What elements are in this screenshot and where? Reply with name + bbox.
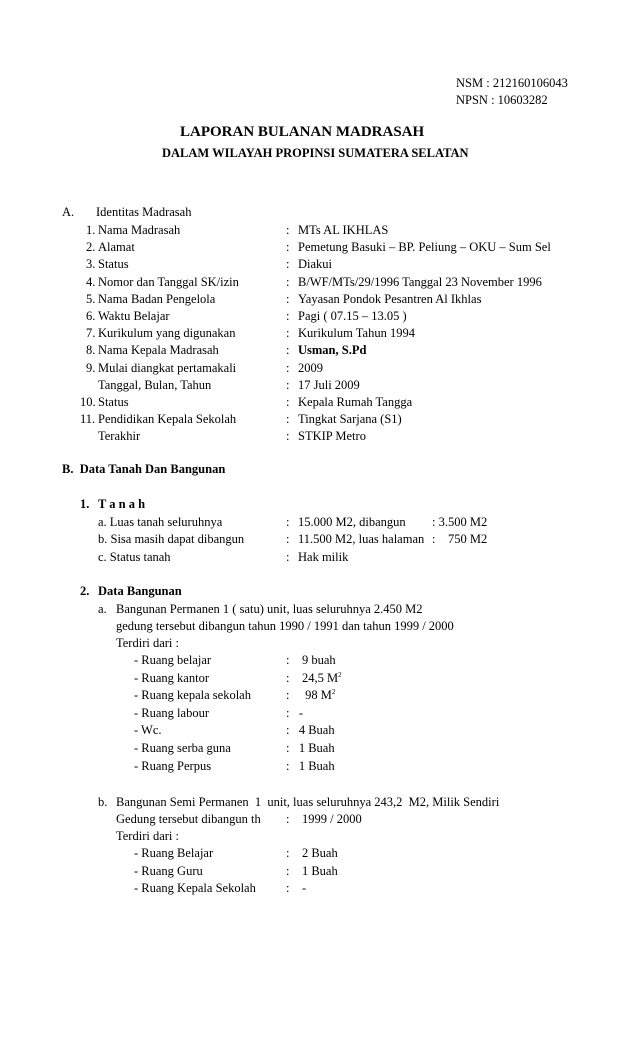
identity-item-colon: : (286, 274, 290, 289)
identity-item-label: Status (98, 395, 129, 409)
section-a-heading: Identitas Madrasah (96, 205, 192, 219)
room-label: - Ruang kantor (134, 670, 209, 685)
room-value (286, 742, 335, 755)
semi-line-2-label: Gedung tersebut dibangun th (116, 812, 261, 826)
tanah-row-colon: : (286, 549, 290, 564)
identity-item-colon: : (286, 291, 290, 306)
identity-item-label: Pendidikan Kepala Sekolah (98, 412, 237, 427)
identity-item-colon: : (286, 429, 290, 444)
identity-item-label: Nama Badan Pengelola (98, 291, 216, 306)
room-label: - Ruang belajar (134, 653, 212, 667)
identity-item-label: Status (98, 257, 129, 272)
identity-item-label: Nomor dan Tanggal SK/izin (98, 274, 239, 289)
bangunan-number: 2. (80, 584, 90, 598)
room-value (286, 672, 342, 685)
identity-item-label: Tanggal, Bulan, Tahun (98, 377, 212, 392)
superscript: 2 (331, 688, 336, 697)
nsm-number: NSM : 212160106043 (456, 76, 568, 90)
semi-line-2-value: : 1999 / 2000 (286, 812, 362, 826)
identity-item-value: MTs AL IKHLAS (298, 223, 389, 237)
tanah-row-value: Hak milik (298, 549, 349, 564)
identity-item-number: 5. (86, 291, 96, 306)
room-value (286, 847, 338, 860)
semi-marker: b. (98, 795, 108, 809)
room-value-text: : 1 Buah (286, 741, 335, 755)
room-value (286, 654, 336, 667)
room-value (286, 689, 335, 702)
permanen-line-1: Bangunan Permanen 1 ( satu) unit, luas seluruhnya 2.450 M2 (116, 602, 423, 616)
permanen-line-3: Terdiri dari : (116, 636, 179, 650)
room-label: - Ruang serba guna (134, 741, 231, 755)
identity-item-value: B/WF/MTs/29/1996 Tanggal 23 November 1996 (298, 274, 542, 289)
identity-item-label: Nama Madrasah (98, 223, 181, 237)
room-value-text: : 1 Buah (286, 758, 335, 773)
identity-item-label: Alamat (98, 240, 135, 255)
tanah-row-value: 11.500 M2, luas halaman (298, 532, 425, 547)
room-value-text: : 2 Buah (286, 846, 338, 860)
bangunan-heading: Data Bangunan (98, 584, 182, 598)
room-label: - Ruang kepala sekolah (134, 688, 251, 703)
identity-item-colon: : (286, 257, 290, 272)
identity-item-number: 7. (86, 326, 96, 341)
identity-item-number: 6. (86, 309, 96, 323)
semi-line-3: Terdiri dari : (116, 829, 179, 843)
room-value (286, 882, 306, 895)
room-label: - Ruang Belajar (134, 846, 214, 860)
room-label: - Ruang Guru (134, 863, 203, 878)
room-value-text: : - (286, 881, 307, 896)
identity-item-value: Kurikulum Tahun 1994 (298, 326, 415, 341)
identity-item-number: 9. (86, 360, 96, 375)
identity-item-number: 8. (86, 343, 96, 358)
identity-item-value: Kepala Rumah Tangga (298, 395, 413, 409)
identity-item-label: Mulai diangkat pertamakali (98, 360, 237, 375)
room-value-text: : - (286, 705, 304, 720)
identity-item-value: Pagi ( 07.15 – 13.05 ) (298, 309, 407, 323)
identity-item-label: Kurikulum yang digunakan (98, 326, 236, 341)
identity-item-colon: : (286, 309, 290, 323)
identity-item-number: 1. (86, 223, 96, 237)
identity-item-colon: : (286, 395, 290, 409)
permanen-line-2: gedung tersebut dibangun tahun 1990 / 1991 dan tahun 1999 / 2000 (116, 619, 454, 633)
identity-item-colon: : (286, 360, 290, 375)
section-a-marker: A. (62, 205, 75, 219)
identity-item-value: Diakui (298, 257, 333, 272)
page-title: LAPORAN BULANAN MADRASAH (180, 124, 425, 140)
semi-line-1: Bangunan Semi Permanen 1 unit, luas seluruhnya 243,2 M2, Milik Sendiri (116, 795, 500, 809)
section-b-heading: B. Data Tanah Dan Bangunan (62, 462, 226, 476)
identity-item-colon: : (286, 377, 290, 392)
permanen-marker: a. (98, 602, 107, 616)
identity-item-label: Terakhir (98, 429, 141, 444)
identity-item-number: 10. (80, 395, 96, 409)
identity-item-value: 2009 (298, 360, 323, 375)
identity-item-colon: : (286, 343, 290, 358)
identity-item-number: 3. (86, 257, 96, 272)
identity-item-label: Nama Kepala Madrasah (98, 343, 219, 358)
room-value-text: : 9 buah (286, 653, 336, 667)
identity-item-colon: : (286, 326, 290, 341)
tanah-row-extra: : 3.500 M2 (432, 515, 488, 529)
room-value-text: : 24,5 M (286, 670, 339, 685)
tanah-number: 1. (80, 497, 90, 511)
identity-item-value: STKIP Metro (298, 429, 366, 444)
room-value (286, 865, 338, 878)
tanah-row-value: 15.000 M2, dibangun (298, 515, 406, 529)
tanah-row-label: c. Status tanah (98, 549, 171, 564)
tanah-row-label: a. Luas tanah seluruhnya (98, 515, 223, 529)
superscript: 2 (338, 670, 342, 679)
tanah-row-label: b. Sisa masih dapat dibangun (98, 532, 245, 547)
room-label: - Wc. (134, 723, 162, 738)
identity-item-number: 4. (86, 274, 96, 289)
room-value (286, 707, 303, 720)
tanah-row-colon: : (286, 515, 290, 529)
identity-item-colon: : (286, 223, 290, 237)
room-label: - Ruang Kepala Sekolah (134, 881, 256, 896)
identity-item-value: Pemetung Basuki – BP. Peliung – OKU – Sum Sel (298, 240, 551, 255)
identity-item-value: Tingkat Sarjana (S1) (298, 412, 402, 427)
tanah-row-colon: : (286, 532, 290, 547)
room-value (286, 760, 335, 773)
room-value (286, 724, 335, 737)
identity-item-colon: : (286, 240, 290, 255)
room-value-text: : 1 Buah (286, 863, 338, 878)
identity-item-value: Usman, S.Pd (298, 343, 367, 358)
room-label: - Ruang Perpus (134, 758, 212, 773)
page-subtitle: DALAM WILAYAH PROPINSI SUMATERA SELATAN (162, 146, 469, 160)
identity-item-value: 17 Juli 2009 (298, 377, 360, 392)
room-value-text: : 98 M (286, 688, 332, 703)
identity-item-number: 11. (80, 412, 96, 427)
npsn-number: NPSN : 10603282 (456, 93, 548, 107)
identity-item-value: Yayasan Pondok Pesantren Al Ikhlas (298, 291, 482, 306)
tanah-heading: T a n a h (98, 497, 146, 511)
tanah-row-extra: : 750 M2 (432, 532, 488, 547)
identity-item-label: Waktu Belajar (98, 309, 170, 323)
identity-item-number: 2. (86, 240, 96, 255)
identity-item-colon: : (286, 412, 290, 427)
room-value-text: : 4 Buah (286, 723, 335, 738)
room-label: - Ruang labour (134, 705, 209, 720)
